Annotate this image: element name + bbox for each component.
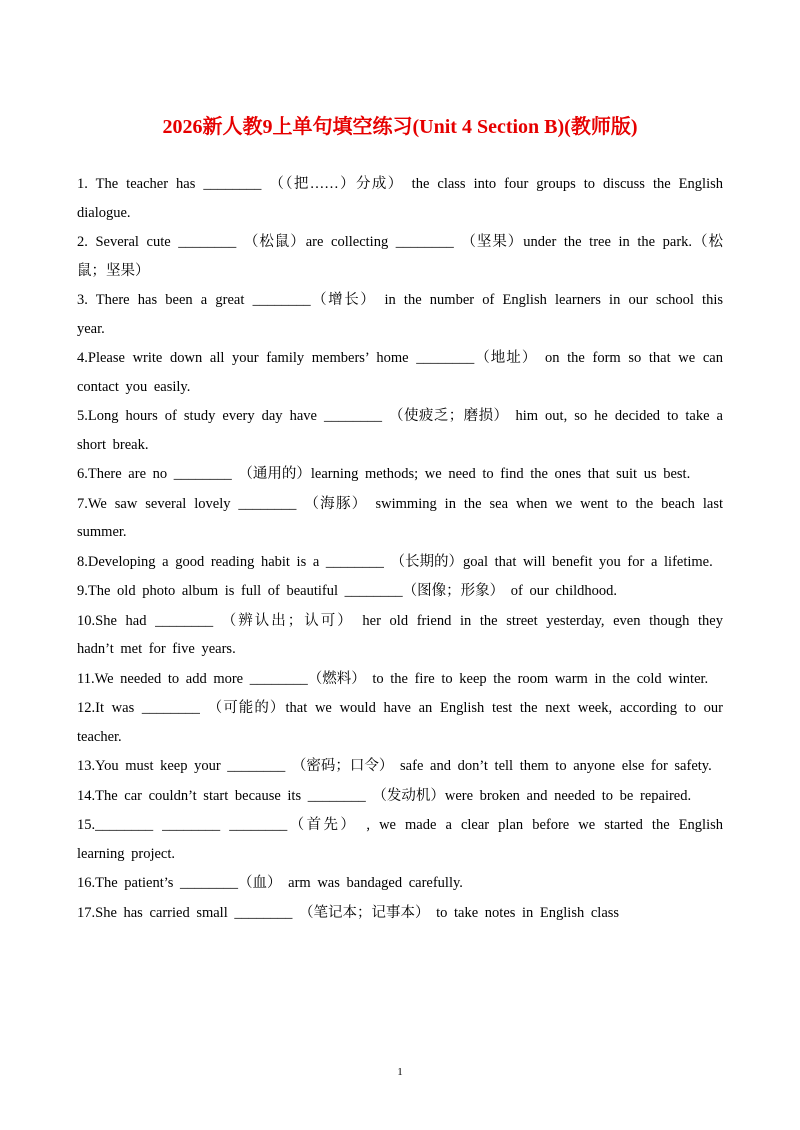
question-4: 4.Please write down all your family members’ home ________（地址） on the form so that we can contact you easily. xyxy=(77,350,723,395)
question-6: 6.There are no ________ （通用的）learning methods; we need to find the ones that suit us best. xyxy=(77,466,691,482)
page-title: 2026新人教9上单句填空练习(Unit 4 Section B)(教师版) xyxy=(162,116,638,138)
question-list xyxy=(77,170,723,928)
question-2: 2. Several cute ________ （松鼠）are collecting ________ （坚果）under the tree in the park.（松鼠；坚果） xyxy=(77,234,723,279)
question-15: 15.________ ________ ________（首先） , we made a clear plan before we started the English learning project. xyxy=(77,817,723,862)
question-8: 8.Developing a good reading habit is a ________ （长期的）goal that will benefit you for a lifetime. xyxy=(77,553,713,570)
question-13: 13.You must keep your ________ （密码；口令） safe and don’t tell them to anyone else for safety. xyxy=(77,758,712,774)
question-12: 12.It was ________ （可能的）that we would have an English test the next week, according to our teacher. xyxy=(77,700,723,745)
question-5: 5.Long hours of study every day have ________ （使疲乏；磨损） him out, so he decided to take a short break. xyxy=(77,408,723,453)
question-14: 14.The car couldn’t start because its ________ （发动机）were broken and needed to be repaired. xyxy=(77,787,692,804)
question-3: 3. There has been a great ________（增长） in the number of English learners in our school this year. xyxy=(77,292,723,337)
question-11: 11.We needed to add more ________（燃料） to the fire to keep the room warm in the cold winter. xyxy=(77,670,709,687)
question-9: 9.The old photo album is full of beautiful ________（图像；形象） of our childhood. xyxy=(77,583,618,599)
question-7: 7.We saw several lovely ________ （海豚） swimming in the sea when we went to the beach last summer. xyxy=(77,495,723,540)
question-16: 16.The patient’s ________（血） arm was bandaged carefully. xyxy=(77,875,463,891)
question-1: 1. The teacher has ________ （（把……）分成） the class into four groups to discuss the English dialogue. xyxy=(77,176,723,221)
page-number: 1 xyxy=(397,1066,403,1078)
question-10: 10.She had ________ （辨认出；认可） her old friend in the street yesterday, even though they hadn’t met for five years. xyxy=(77,612,723,657)
question-17: 17.She has carried small ________ （笔记本；记事本） to take notes in English class xyxy=(77,904,620,921)
